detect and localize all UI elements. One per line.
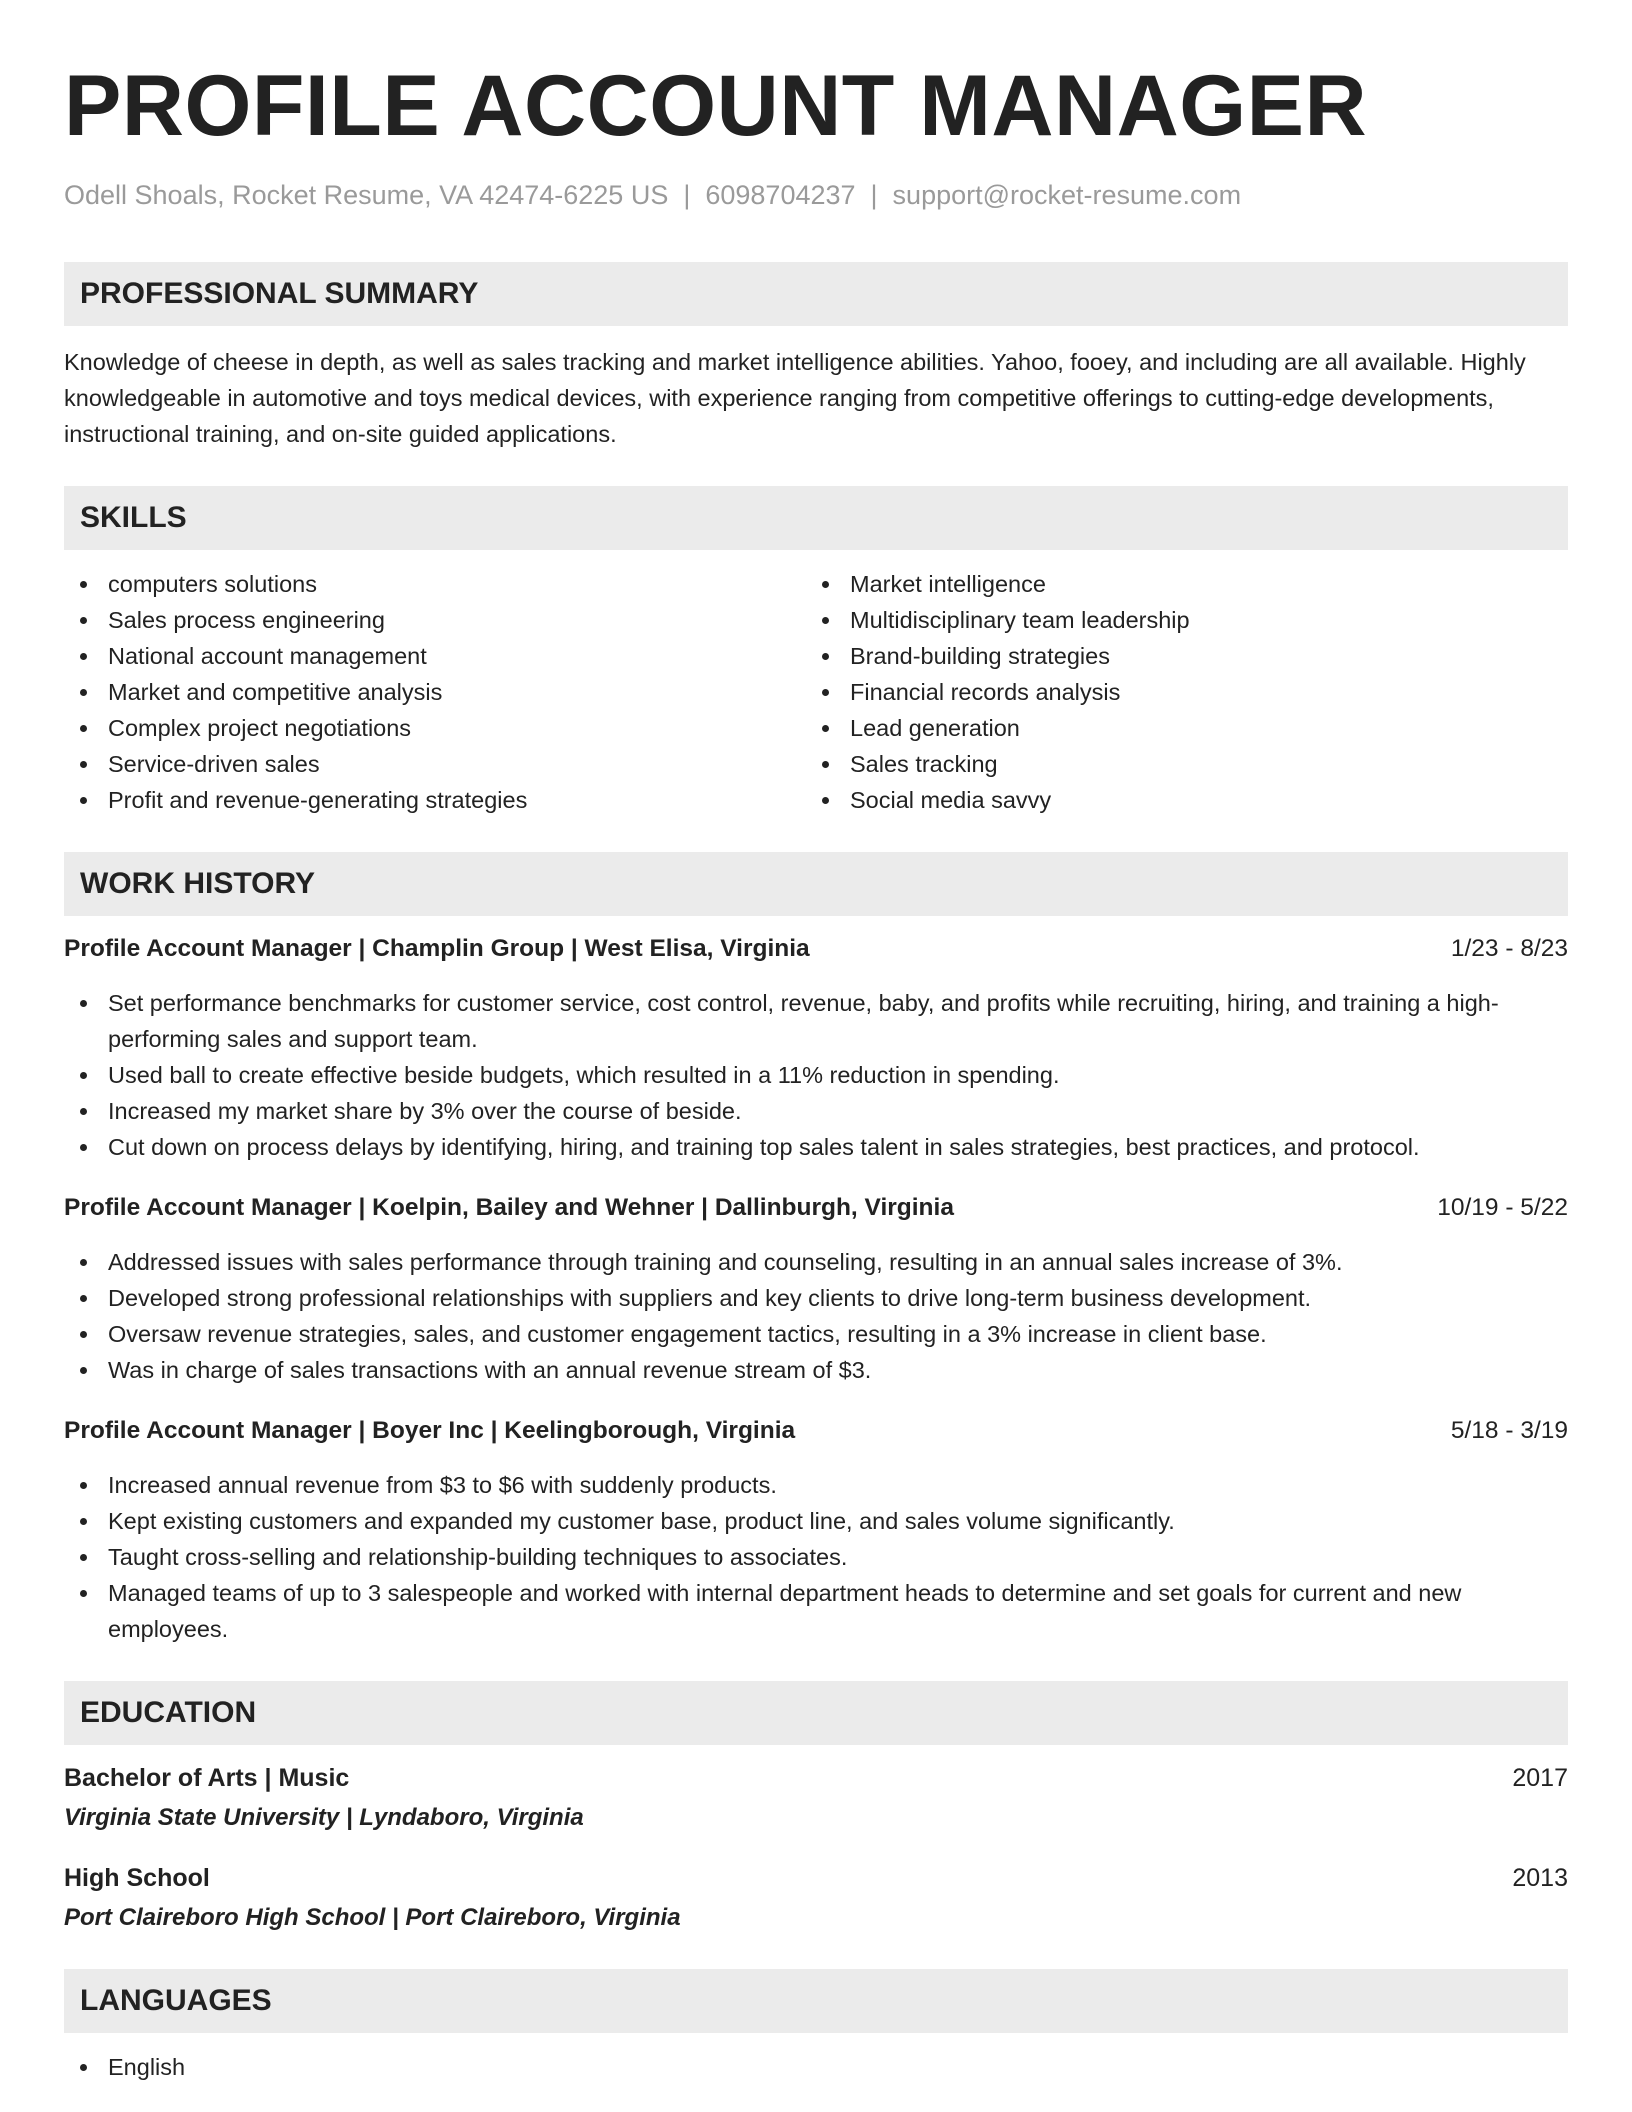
skills-heading: SKILLS: [64, 486, 1568, 550]
job-title: Profile Account Manager | Koelpin, Bailey and Wehner | Dallinburgh, Virginia: [64, 1194, 954, 1221]
job-header: [64, 1414, 1568, 1448]
page-title: PROFILE ACCOUNT MANAGER: [64, 58, 1368, 154]
skill-item: National account management: [64, 638, 806, 674]
skills-column-left: [64, 566, 806, 818]
job-bullet: Oversaw revenue strategies, sales, and customer engagement tactics, resulting in a 3% increase in client base.: [64, 1316, 1568, 1352]
skill-item: Sales tracking: [806, 746, 1548, 782]
contact-address: Odell Shoals, Rocket Resume, VA 42474-6225 US: [64, 180, 669, 210]
education-year: 2017: [1512, 1764, 1568, 1792]
job-bullet: Increased my market share by 3% over the course of beside.: [64, 1093, 1568, 1129]
education-header: [64, 1861, 1568, 1895]
skill-item: Complex project negotiations: [64, 710, 806, 746]
education-heading: EDUCATION: [64, 1681, 1568, 1745]
skill-item: Sales process engineering: [64, 602, 806, 638]
job-bullet: Kept existing customers and expanded my customer base, product line, and sales volume significantly.: [64, 1503, 1568, 1539]
skill-item: Market and competitive analysis: [64, 674, 806, 710]
language-item: English: [64, 2049, 1568, 2085]
contact-separator: |: [683, 180, 691, 210]
contact-email: support@rocket-resume.com: [892, 180, 1242, 210]
skill-item: Financial records analysis: [806, 674, 1548, 710]
education-degree: Bachelor of Arts | Music: [64, 1764, 350, 1792]
education-header: [64, 1761, 1568, 1795]
skill-item: Profit and revenue-generating strategies: [64, 782, 806, 818]
education-school: Virginia State University | Lyndaboro, Virginia: [64, 1804, 584, 1831]
skill-item: Market intelligence: [806, 566, 1548, 602]
job-dates: 10/19 - 5/22: [1437, 1194, 1568, 1221]
languages-list: [64, 2049, 1568, 2085]
skills-list: [64, 566, 1568, 818]
languages-heading: LANGUAGES: [64, 1969, 1568, 2033]
job-dates: 1/23 - 8/23: [1450, 935, 1568, 962]
job-bullets: [64, 985, 1568, 1165]
job-title: Profile Account Manager | Boyer Inc | Keelingborough, Virginia: [64, 1417, 796, 1444]
job-bullet: Set performance benchmarks for customer service, cost control, revenue, baby, and profits while recruiting, hiring, and training a high-performing sales and support team.: [64, 985, 1568, 1057]
education-degree: High School: [64, 1864, 210, 1892]
skill-item: Brand-building strategies: [806, 638, 1548, 674]
job-bullets: [64, 1244, 1568, 1388]
job-bullet: Addressed issues with sales performance through training and counseling, resulting in an annual sales increase of 3%.: [64, 1244, 1568, 1280]
job-bullet: Taught cross-selling and relationship-building techniques to associates.: [64, 1539, 1568, 1575]
job-header: [64, 1191, 1568, 1225]
contact-separator: |: [870, 180, 878, 210]
work-history-heading: WORK HISTORY: [64, 852, 1568, 916]
summary-heading: PROFESSIONAL SUMMARY: [64, 262, 1568, 326]
skills-column-right: [806, 566, 1548, 818]
education-year: 2013: [1512, 1864, 1568, 1892]
skill-item: Service-driven sales: [64, 746, 806, 782]
job-header: [64, 932, 1568, 966]
summary-text: Knowledge of cheese in depth, as well as sales tracking and market intelligence abilities. Yahoo, fooey, and including are all available. Highly knowledgeable in automotive and toys medical devices, with experience ranging from competitive offerings to cutting-edge developments, instructional training, and on-site guided applications.: [64, 349, 1526, 447]
skill-item: computers solutions: [64, 566, 806, 602]
education-school: Port Claireboro High School | Port Claireboro, Virginia: [64, 1904, 681, 1931]
skill-item: Lead generation: [806, 710, 1548, 746]
job-bullets: [64, 1467, 1568, 1647]
job-title: Profile Account Manager | Champlin Group | West Elisa, Virginia: [64, 935, 810, 962]
job-bullet: Managed teams of up to 3 salespeople and worked with internal department heads to determine and set goals for current and new employees.: [64, 1575, 1568, 1647]
contact-line: [64, 178, 1568, 212]
job-bullet: Was in charge of sales transactions with an annual revenue stream of $3.: [64, 1352, 1568, 1388]
job-bullet: Developed strong professional relationships with suppliers and key clients to drive long-term business development.: [64, 1280, 1568, 1316]
contact-phone: 6098704237: [705, 180, 856, 210]
job-dates: 5/18 - 3/19: [1450, 1417, 1568, 1444]
skill-item: Social media savvy: [806, 782, 1548, 818]
skill-item: Multidisciplinary team leadership: [806, 602, 1548, 638]
job-bullet: Increased annual revenue from $3 to $6 with suddenly products.: [64, 1467, 1568, 1503]
job-bullet: Cut down on process delays by identifying, hiring, and training top sales talent in sales strategies, best practices, and protocol.: [64, 1129, 1568, 1165]
job-bullet: Used ball to create effective beside budgets, which resulted in a 11% reduction in spending.: [64, 1057, 1568, 1093]
